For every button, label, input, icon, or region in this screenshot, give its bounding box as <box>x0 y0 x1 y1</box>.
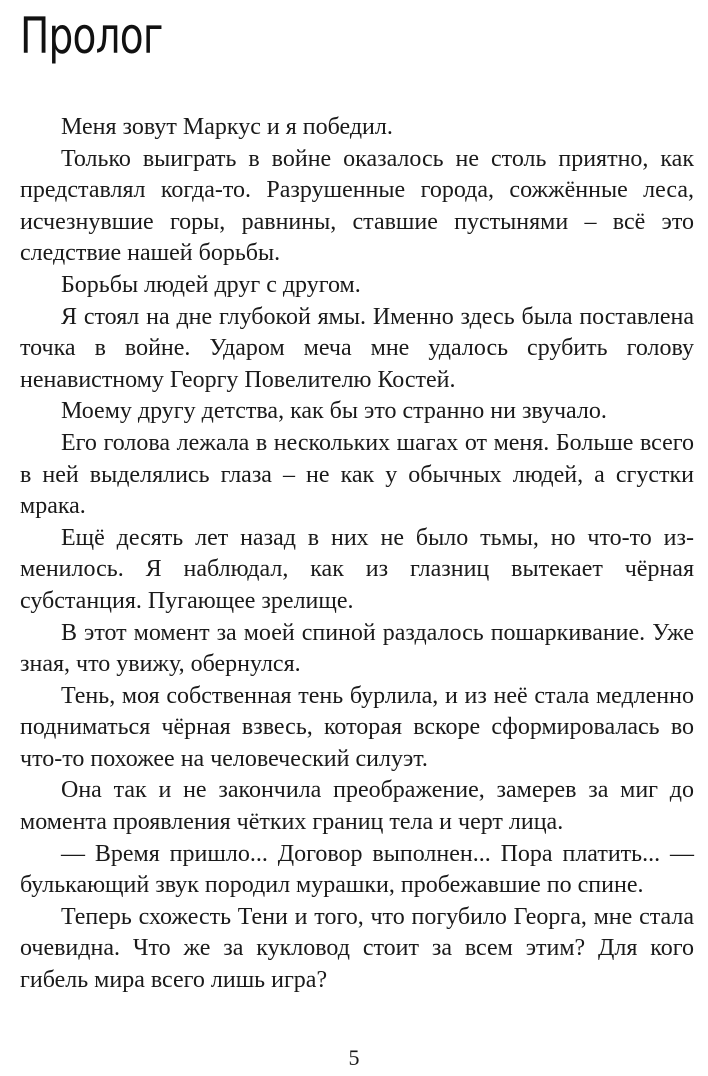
paragraph-9: Тень, моя собственная тень бурлила, и из неё стала медленно подниматься чёрная взвесь, которая вскоре сформировалась во что-то похожее на человеческий силуэт. <box>20 682 694 772</box>
paragraph-3: Борьбы людей друг с другом. <box>61 271 361 298</box>
paragraph-4: Я стоял на дне глубокой ямы. Именно здесь была поставлена точка в войне. Ударом меча мне удалось срубить голову ненавистному Георгу Повелителю Костей. <box>20 303 694 393</box>
paragraph-6: Его голова лежала в нескольких шагах от меня. Больше всего в ней выделялись глаза – не как у обычных людей, а сгустки мрака. <box>20 429 694 520</box>
paragraph-12: Теперь схожесть Тени и того, что погубило Георга, мне стала очевидна. Что же за кукловод стоит за всем этим? Для кого гибель мира всего лишь игра? <box>20 903 694 994</box>
paragraph-10: Она так и не закончила преображение, замерев за миг до момента проявления чётких границ тела и черт лица. <box>20 777 694 836</box>
prose-body <box>20 112 694 997</box>
paragraph-5: Моему другу детства, как бы это странно ни звучало. <box>61 398 607 425</box>
chapter-title: Пролог <box>20 7 163 65</box>
paragraph-7: Ещё десять лет назад в них не было тьмы, но что-то изменилось. Я наблюдал, как из глазниц вытекает чёрная субстанция. Пугающее зрелище. <box>20 524 694 614</box>
paragraph-1: Меня зовут Маркус и я победил. <box>61 114 393 140</box>
page-number: 5 <box>348 1045 360 1070</box>
paragraph-8: В этот момент за моей спиной раздалось пошаркивание. Уже зная, что увижу, обернулся. <box>20 619 694 678</box>
paragraph-2: Только выиграть в войне оказалось не столь приятно, как представлял когда-то. Разрушенные города, сожжённые леса, исчезнувшие горы, равнины, ставшие пустынями – всё это следствие нашей борьбы. <box>20 145 694 267</box>
paragraph-11: — Время пришло... Договор выполнен... Пора платить... — булькающий звук породил мурашки, пробежавшие по спине. <box>20 840 694 899</box>
